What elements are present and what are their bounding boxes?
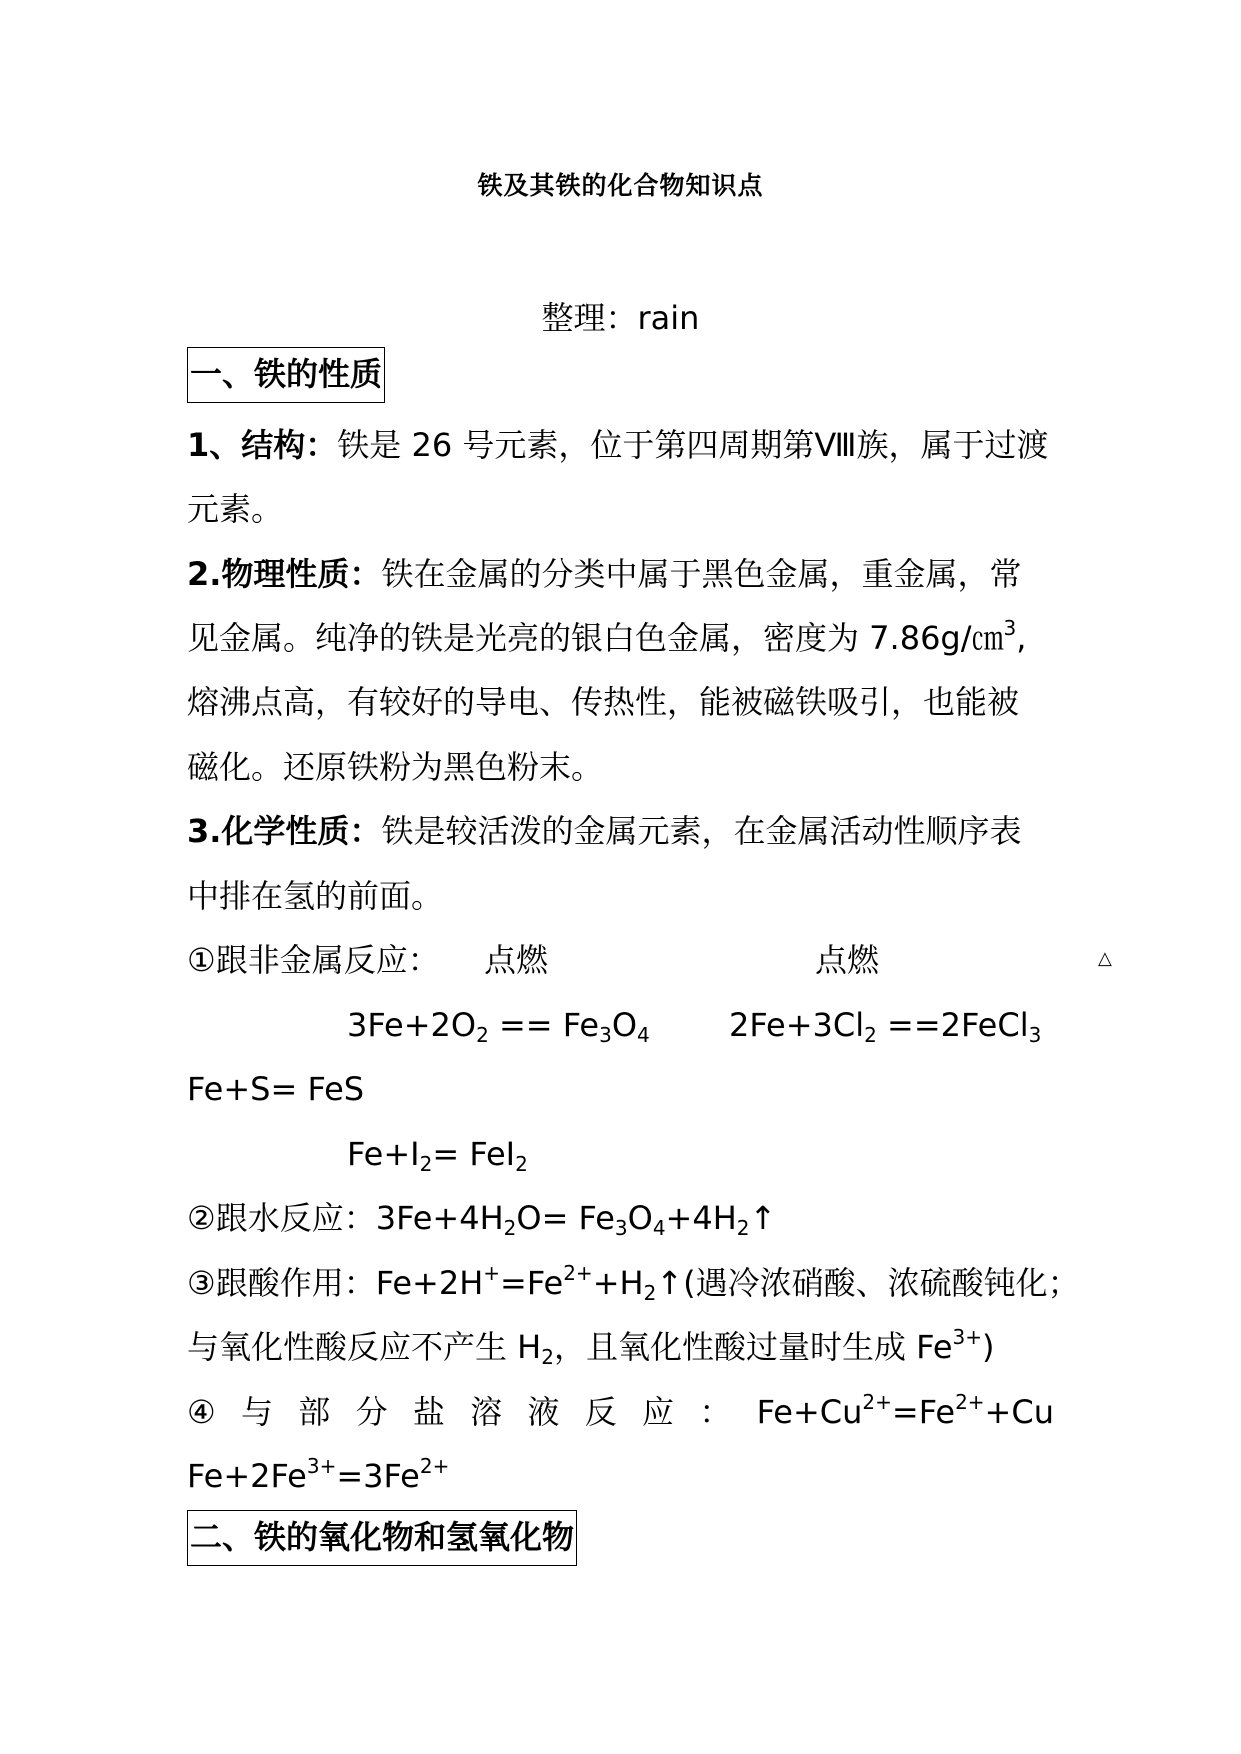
item2-line2 <box>187 618 1026 658</box>
equation-fe-cl2: $2Fe+3Cl_2$ ==2FeCl$_3$ <box>729 1006 1042 1047</box>
document-title: 铁及其铁的化合物知识点 <box>477 171 764 200</box>
reaction4-equation: $Fe+Cu^{2+}=Fe^{2+}+Cu$ <box>756 1390 1054 1431</box>
document-subtitle: 整理：rain <box>541 299 700 337</box>
item2-text-b2: , <box>1016 619 1027 657</box>
item1-line1 <box>187 425 1049 465</box>
item2-text-b1: 见金属。纯净的铁是光亮的银白色金属，密度为 7.86g/㎝ <box>187 619 1004 657</box>
section-heading-1: 一、铁的性质 <box>187 347 385 403</box>
reaction4-salt: ④ 与 部 分 盐 溶 液 反 应 ： $Fe+Cu^{2+}=Fe^{2+}+Cu$ <box>187 1390 1054 1431</box>
reaction1-label: ①跟非金属反应： <box>187 941 440 979</box>
equation-fe-o2: $3Fe+2O_2 == Fe_3O_4$ <box>347 1006 650 1047</box>
item3-label: 3.化学性质： <box>187 812 382 850</box>
item2-label: 2.物理性质： <box>187 555 382 593</box>
reaction3-line2: 与氧化性酸反应不产生 $H_2$，且氧化性酸过量时生成 $Fe^{3+}$) <box>187 1325 995 1369</box>
equation-fe-i2: $Fe+I_2= FeI_2$ <box>347 1135 528 1176</box>
section-heading-2: 二、铁的氧化物和氢氧化物 <box>187 1510 577 1566</box>
item2-text-a: 铁在金属的分类中属于黑色金属，重金属，常 <box>381 555 1022 593</box>
item3-line1 <box>187 811 1021 851</box>
item2-line1 <box>187 554 1021 594</box>
equation-fe-s: Fe+S= FeS <box>187 1070 365 1108</box>
item3-line2: 中排在氢的前面。 <box>187 877 444 915</box>
item1-text-a: 铁是 26 号元素，位于第四周期第Ⅷ族，属于过渡 <box>337 426 1049 464</box>
reaction2-water: ②跟水反应：$3Fe+4H_2O=$ $Fe_3O_4+4H_2↑$ <box>187 1199 777 1240</box>
item3-text-a: 铁是较活泼的金属元素，在金属活动性顺序表 <box>381 812 1022 850</box>
item2-line4: 磁化。还原铁粉为黑色粉末。 <box>187 748 604 786</box>
reaction4-line2: $Fe+2Fe^{3+}=3Fe^{2+}$ <box>187 1454 450 1495</box>
item2-line3: 熔沸点高，有较好的导电、传热性，能被磁铁吸引，也能被 <box>187 683 1020 721</box>
item2-sup: 3 <box>1003 616 1017 640</box>
item1-line2: 元素。 <box>187 490 284 528</box>
item1-label: 1、结构： <box>187 426 338 464</box>
reaction3-acid: ③跟酸作用：$Fe+2H^+=Fe^{2+}+H_2↑$(遇冷浓硝酸、浓硫酸钝化； <box>187 1261 1080 1305</box>
condition-ignite-2: 点燃 <box>815 941 880 979</box>
triangle-mark: △ <box>1098 948 1112 969</box>
condition-ignite-1: 点燃 <box>484 941 549 979</box>
